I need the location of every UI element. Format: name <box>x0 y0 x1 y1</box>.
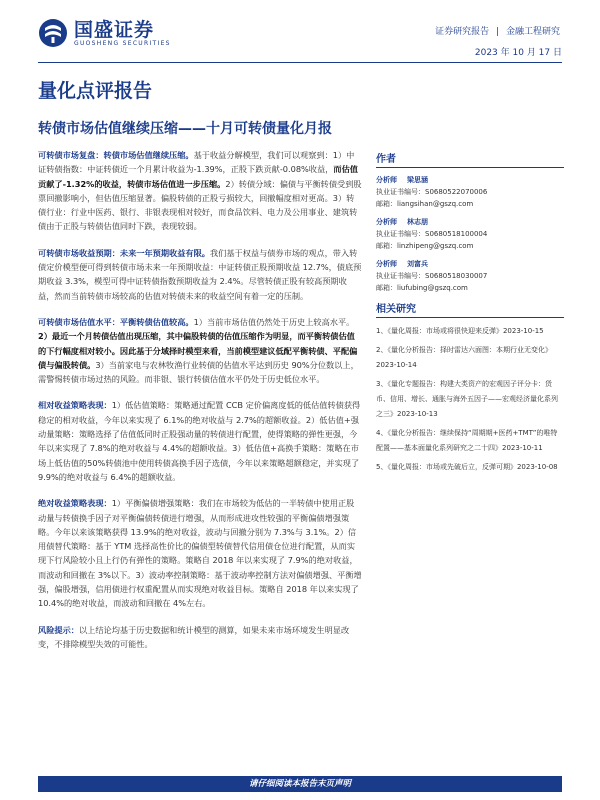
author-email: liufubing@gszq.com <box>397 284 468 292</box>
cert-number: S0680522070006 <box>425 188 488 196</box>
cert-number: S0680518100004 <box>425 230 488 238</box>
body-paragraph <box>38 623 362 652</box>
author-entry <box>376 174 564 210</box>
paragraph-text: 1）平衡偏债增强策略：我们在市场较为低估的一半转债中使用正股动量与转债换手因子对平衡偏债转债进行增强，从而形成进攻性较强的平衡偏债增强策略。今年以来该策略获得 13.9%的绝对收益，波动与回撤分别为 7.3%与 3.1%。2）信用债替代策略：基于 YTM 选择高性价比的偏债型转债替代信用债仓位进行配置，从而实现下行风险较小且上行仍有弹性的策略。策略自 2018 年以来实现了 7.9%的绝对收益，而波动和回撤在 3%以下。3）波动率控制策略：基于波动率控制方法对偏债增强、平衡增强，偏股增强，信用债进行权重配置从而实现绝对收益目标。策略自 2018 年以来实现了 10.4%的绝对收益，而波动和回撤在 4%左右。 <box>38 498 362 609</box>
email-label: 邮箱： <box>376 284 397 292</box>
report-subcategory: 金融工程研究 <box>505 27 560 37</box>
header-divider <box>38 62 562 63</box>
paragraph-label: 相对收益策略表现： <box>38 400 112 411</box>
body-paragraph <box>38 398 362 484</box>
paragraph-text: 2）转债分域：偏债与平衡转债受到股票回撤影响小，但估值压缩显著。偏股转债的正股亏损较大，回撤幅度相对更高。3）转债行业：行业中医药、银行、非银表现相对较好，而食品饮料、电力及公用事业、建筑转债由于正股与转债估值同时下跌，表现较弱。 <box>38 178 362 232</box>
report-subtitle: 转债市场估值继续压缩——十月可转债量化月报 <box>38 121 332 137</box>
related-research-link[interactable]: 4、《量化分析报告：继续保持“周期期+医药+TMT”的唯特配置——基本面量化系列研究之二十四》2023-10-11 <box>376 429 558 452</box>
author-role: 分析师 <box>376 218 397 226</box>
logo-text-en: GUOSHENG SECURITIES <box>74 39 171 47</box>
paragraph-text: 而估值贡献了-1.32%的收益，转债市场估值进一步压缩。 <box>38 164 358 189</box>
paragraph-text: 以上结论均基于历史数据和统计模型的测算，如果未来市场环境发生明显改变，不排除模型失效的可能性。 <box>38 624 350 649</box>
email-label: 邮箱： <box>376 242 397 250</box>
paragraph-text: 3）当前家电与农林牧渔行业转债的估值水平达到历史 90%分位数以上，需警惕转债市场过热的风险。而非银、银行转债估值水平仍处于历史低位水平。 <box>38 359 359 385</box>
author-entry <box>376 258 564 294</box>
author-name: 梁思涵 <box>407 176 428 184</box>
report-date: 2023 年 10 月 17 日 <box>474 48 562 58</box>
guosheng-logo-icon <box>38 18 68 48</box>
author-email: liangsihan@gszq.com <box>397 200 474 208</box>
logo-text-cn: 国盛证券 <box>74 18 155 41</box>
body-paragraph <box>38 315 362 386</box>
paragraph-text: 我们基于权益与债券市场的观点，带入转债定价模型便可得到转债市场未来一年预期收益：中证转债正股预期收益 12.7%，债底预期收益 3.3%，模型可得中证转债指数预期收益为 2.4%。尽管转债正股有较高预期收益，然而当前转债市场较高的估值对转债未来的收益空间有着一定的压制。 <box>38 247 362 301</box>
related-research-link[interactable]: 1、《量化周报：市场或将很快迎来反弹》2023-10-15 <box>376 327 544 335</box>
email-label: 邮箱： <box>376 200 397 208</box>
author-name: 林志朋 <box>407 218 428 226</box>
author-role: 分析师 <box>376 260 397 268</box>
paragraph-label: 可转债市场复盘：转债市场估值继续压缩。 <box>38 150 194 160</box>
paragraph-label: 绝对收益策略表现： <box>38 498 112 509</box>
cert-label: 执业证书编号： <box>376 188 425 196</box>
report-title: 量化点评报告 <box>38 80 153 102</box>
header-separator: | <box>496 27 500 37</box>
related-research-link[interactable]: 3、《量化专题报告：构建大类资产的宏观因子评分卡：货币、信用、增长、通胀与海外五因子——宏观经济量化系列之三》2023-10-13 <box>376 380 558 418</box>
paragraph-label: 可转债市场估值水平：平衡转债估值较高。 <box>38 316 194 327</box>
author-email: linzhipeng@gszq.com <box>397 242 474 250</box>
body-paragraph <box>38 496 362 610</box>
authors-heading: 作者 <box>376 150 564 168</box>
paragraph-text: 1）低估值策略：策略通过配置 CCB 定价偏离度低的低估值转债获得稳定的相对收益，今年以来实现了 6.1%的绝对收益与 2.7%的超额收益。2）低估值+强动量策略：策略选择了估值低同时正股强动量的转债进行配置，使得策略的弹性更强，今年以来实现了 7.8%的绝对收益与 4.4%的超额收益。3）低估值+高换手策略：策略在市场上低估值的50%转债池中使用转债高换手因子选债，今年以来策略超额稳定，并实现了 9.9%的绝对收益与 6.4%的超额收益。 <box>38 400 361 482</box>
cert-label: 执业证书编号： <box>376 230 425 238</box>
sidebar <box>376 150 564 479</box>
body-paragraph <box>38 246 362 303</box>
paragraph-label: 可转债市场收益预期：未来一年预期收益有限。 <box>38 247 210 258</box>
related-research-link[interactable]: 5、《量化周报：市场或先破后立，反弹可期》2023-10-08 <box>376 463 558 471</box>
related-heading: 相关研究 <box>376 300 564 318</box>
author-role: 分析师 <box>376 176 397 184</box>
report-header-info <box>433 24 562 58</box>
report-body <box>38 148 362 663</box>
paragraph-text: 1）当前市场估值仍然处于历史上较高水平。 <box>193 316 355 327</box>
body-paragraph <box>38 148 362 234</box>
author-entry <box>376 216 564 252</box>
authors-list <box>376 174 564 294</box>
cert-label: 执业证书编号： <box>376 272 425 280</box>
author-name: 刘富兵 <box>407 260 428 268</box>
paragraph-text: 基于收益分解模型，我们可以观察到：1）中证转债指数：中证转债近一个月累计收益为-1.39%，正股下跌贡献-0.08%收益， <box>38 150 355 175</box>
cert-number: S0680518030007 <box>425 272 488 280</box>
footer-disclaimer: 请仔细阅读本报告末页声明 <box>38 776 562 792</box>
related-research-list <box>376 324 564 475</box>
company-logo <box>38 18 171 48</box>
related-research-link[interactable]: 2、《量化分析报告：择时雷达六面图：本期行业无变化》2023-10-14 <box>376 346 552 369</box>
paragraph-label: 风险提示： <box>38 624 79 635</box>
report-category: 证券研究报告 <box>435 27 490 37</box>
paragraph-text: 2）最近一个月转债估值出现压缩，其中偏股转债的估值压缩作为明显，而平衡转债估值的下行幅度相对较小。因此基于分域择时模型来看，当前模型建议低配平衡转债、平配偏债与偏股转债。 <box>38 331 358 370</box>
